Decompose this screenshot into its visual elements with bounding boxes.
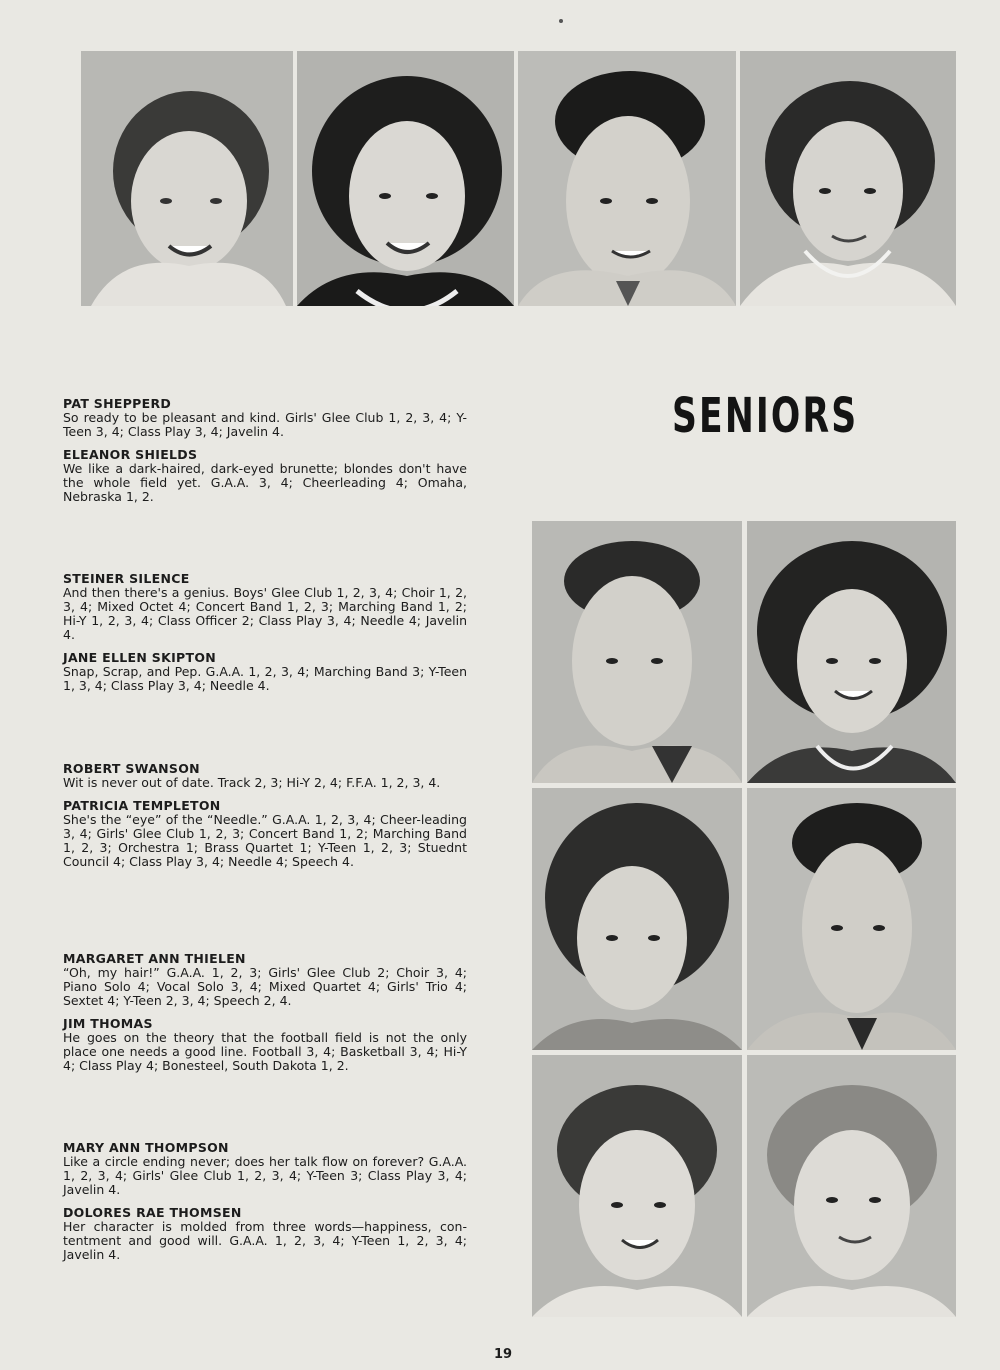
bio-group <box>63 397 467 513</box>
student-name: ELEANOR SHIELDS <box>63 447 198 462</box>
bio-entry <box>63 448 467 504</box>
student-name: STEINER SILENCE <box>63 571 190 586</box>
portrait-photo <box>518 51 736 306</box>
student-description: Her character is molded from three words—happiness, con-tentment and good will. G.A.A. 1, 2, 3, 4; Y-Teen 1, 2, 3, 4; Javelin 4. <box>63 1219 467 1262</box>
portrait-photo <box>747 1055 956 1317</box>
student-name: JIM THOMAS <box>63 1016 153 1031</box>
portrait-photo <box>532 788 742 1050</box>
student-name: DOLORES RAE THOMSEN <box>63 1205 242 1220</box>
bio-entry <box>63 762 467 790</box>
portrait-photo <box>747 521 956 783</box>
bio-entry <box>63 1206 467 1262</box>
bio-group <box>63 572 467 702</box>
student-description: We like a dark-haired, dark-eyed brunette; blondes don't have the whole field yet. G.A.A. 3, 4; Cheerleading 4; Omaha, Nebraska 1, 2. <box>63 461 467 504</box>
print-speck <box>559 19 563 23</box>
bio-entry <box>63 1141 467 1197</box>
bio-group <box>63 952 467 1082</box>
portrait-photo <box>81 51 293 306</box>
bio-entry <box>63 952 467 1008</box>
portrait-photo <box>532 1055 742 1317</box>
portrait-photo <box>297 51 514 306</box>
bio-entry <box>63 799 467 869</box>
student-name: JANE ELLEN SKIPTON <box>63 650 217 665</box>
student-description: He goes on the theory that the football field is not the only place one needs a good line. Football 3, 4; Basketball 3, 4; Hi-Y 4; Class Play 4; Bonesteel, South Dakota 1, 2. <box>63 1030 467 1073</box>
page-title: SENIORS <box>672 388 859 444</box>
student-description: And then there's a genius. Boys' Glee Club 1, 2, 3, 4; Choir 1, 2, 3, 4; Mixed Octet 4; Concert Band 1, 2, 3; Marching Band 1, 2; Hi-Y 1, 2, 3, 4; Class Officer 2; Class Play 3, 4; Needle 4; Javelin 4. <box>63 585 467 642</box>
portrait-photo <box>532 521 742 783</box>
student-name: MARY ANN THOMPSON <box>63 1140 229 1155</box>
page-number: 19 <box>494 1347 513 1362</box>
student-name: MARGARET ANN THIELEN <box>63 951 246 966</box>
bio-group <box>63 1141 467 1271</box>
portrait-photo <box>740 51 956 306</box>
student-description: She's the “eye” of the “Needle.” G.A.A. 1, 2, 3, 4; Cheer-leading 3, 4; Girls' Glee Club 1, 2, 3; Concert Band 1, 2; Marching Band 1, 2, 3; Orchestra 1; Brass Quartet 1; Y-Teen 1, 2, 3; Stuednt Council 4; Class Play 3, 4; Needle 4; Speech 4. <box>63 812 467 869</box>
student-name: PAT SHEPPERD <box>63 396 172 411</box>
student-name: ROBERT SWANSON <box>63 761 200 776</box>
bio-entry <box>63 1017 467 1073</box>
student-name: PATRICIA TEMPLETON <box>63 798 221 813</box>
student-description: Snap, Scrap, and Pep. G.A.A. 1, 2, 3, 4; Marching Band 3; Y-Teen 1, 3, 4; Class Play 3, 4; Needle 4. <box>63 664 467 693</box>
portrait-photo <box>747 788 956 1050</box>
student-description: So ready to be pleasant and kind. Girls' Glee Club 1, 2, 3, 4; Y-Teen 3, 4; Class Play 3, 4; Javelin 4. <box>63 410 467 439</box>
bio-entry <box>63 397 467 439</box>
student-description: Like a circle ending never; does her talk flow on forever? G.A.A. 1, 2, 3, 4; Girls' Glee Club 1, 2, 3, 4; Y-Teen 3; Class Play 3, 4; Javelin 4. <box>63 1154 467 1197</box>
bio-entry <box>63 572 467 642</box>
student-description: “Oh, my hair!” G.A.A. 1, 2, 3; Girls' Glee Club 2; Choir 3, 4; Piano Solo 4; Vocal Solo 3, 4; Mixed Quartet 4; Girls' Trio 4; Sextet 4; Y-Teen 2, 3, 4; Speech 2, 4. <box>63 965 467 1008</box>
student-description: Wit is never out of date. Track 2, 3; Hi-Y 2, 4; F.F.A. 1, 2, 3, 4. <box>63 775 441 790</box>
bio-group <box>63 762 467 878</box>
bio-entry <box>63 651 467 693</box>
